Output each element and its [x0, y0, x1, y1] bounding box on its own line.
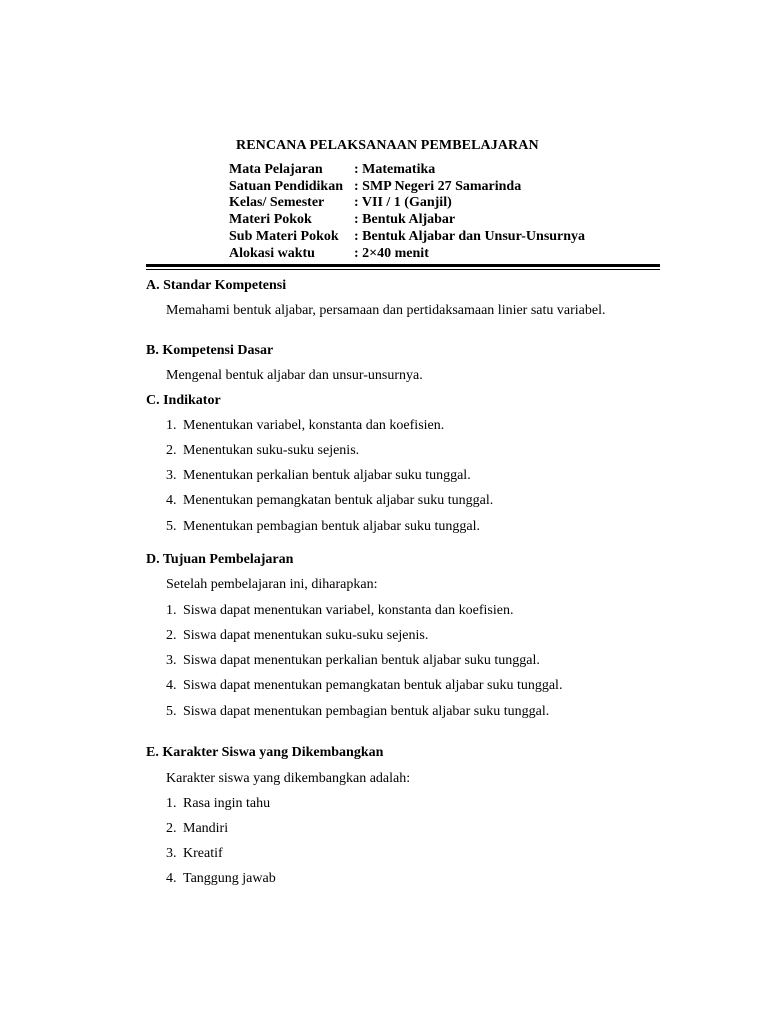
lesson-info-table: [229, 162, 585, 262]
list-item: [166, 468, 471, 484]
list-text: Siswa dapat menentukan variabel, konstanta dan koefisien.: [183, 603, 514, 618]
list-item: [166, 418, 444, 434]
list-text: Tanggung jawab: [183, 871, 276, 886]
section-intro-d: Setelah pembelajaran ini, diharapkan:: [166, 577, 378, 592]
info-label: Mata Pelajaran: [229, 162, 323, 177]
list-item: [166, 871, 276, 887]
section-text-b: Mengenal bentuk aljabar dan unsur-unsurnya.: [166, 368, 423, 383]
list-item: [166, 519, 480, 535]
list-number: 2.: [166, 628, 177, 643]
section-heading-d: D. Tujuan Pembelajaran: [146, 552, 294, 567]
list-item: [166, 821, 228, 837]
section-text-a: Memahami bentuk aljabar, persamaan dan pertidaksamaan linier satu variabel.: [166, 303, 606, 318]
info-label: Alokasi waktu: [229, 245, 315, 261]
list-item: [166, 846, 223, 862]
list-number: 3.: [166, 468, 177, 483]
list-number: 2.: [166, 443, 177, 458]
info-value: : SMP Negeri 27 Samarinda: [354, 178, 522, 194]
header-divider-thick: [146, 264, 660, 267]
info-value: : 2×40 menit: [354, 245, 429, 261]
list-item: [166, 603, 513, 619]
header-divider-thin: [146, 269, 660, 270]
info-row-topic: [229, 212, 585, 229]
info-value: : VII / 1 (Ganjil): [354, 195, 452, 211]
section-heading-e: E. Karakter Siswa yang Dikembangkan: [146, 745, 384, 760]
info-row-time: [229, 246, 585, 263]
section-heading-b: B. Kompetensi Dasar: [146, 343, 274, 358]
list-item: [166, 493, 493, 509]
info-label: Satuan Pendidikan: [229, 178, 343, 194]
list-number: 2.: [166, 821, 177, 836]
info-label: Kelas/ Semester: [229, 195, 325, 211]
list-item: [166, 653, 540, 669]
list-text: Siswa dapat menentukan suku-suku sejenis.: [183, 628, 429, 643]
list-item: [166, 704, 549, 720]
list-number: 5.: [166, 519, 177, 534]
section-heading-c: C. Indikator: [146, 393, 221, 408]
list-item: [166, 796, 270, 812]
list-number: 1.: [166, 418, 177, 433]
info-label: Sub Materi Pokok: [229, 228, 339, 244]
info-row-subject: [229, 162, 585, 179]
list-item: [166, 628, 428, 644]
info-value: : Bentuk Aljabar: [354, 212, 456, 228]
list-number: 1.: [166, 603, 177, 618]
list-number: 3.: [166, 846, 177, 861]
info-row-class-semester: [229, 195, 585, 212]
list-text: Menentukan perkalian bentuk aljabar suku tunggal.: [183, 468, 471, 483]
info-row-school: [229, 179, 585, 196]
list-text: Rasa ingin tahu: [183, 796, 271, 811]
list-item: [166, 443, 359, 459]
list-number: 4.: [166, 493, 177, 508]
list-text: Menentukan variabel, konstanta dan koefisien.: [183, 418, 445, 433]
list-text: Siswa dapat menentukan pemangkatan bentuk aljabar suku tunggal.: [183, 678, 563, 693]
list-item: [166, 678, 562, 694]
info-label: Materi Pokok: [229, 212, 312, 228]
list-text: Menentukan pembagian bentuk aljabar suku tunggal.: [183, 519, 481, 534]
info-row-subtopic: [229, 229, 585, 246]
list-text: Siswa dapat menentukan pembagian bentuk aljabar suku tunggal.: [183, 704, 550, 719]
list-number: 3.: [166, 653, 177, 668]
info-value: : Bentuk Aljabar dan Unsur-Unsurnya: [354, 228, 586, 244]
info-value: : Matematika: [354, 162, 436, 177]
list-number: 4.: [166, 871, 177, 886]
document-title: RENCANA PELAKSANAAN PEMBELAJARAN: [236, 138, 539, 153]
list-text: Menentukan pemangkatan bentuk aljabar suku tunggal.: [183, 493, 494, 508]
section-intro-e: Karakter siswa yang dikembangkan adalah:: [166, 771, 411, 786]
list-text: Mandiri: [183, 821, 229, 836]
list-text: Siswa dapat menentukan perkalian bentuk aljabar suku tunggal.: [183, 653, 540, 668]
list-number: 4.: [166, 678, 177, 693]
list-number: 1.: [166, 796, 177, 811]
list-text: Kreatif: [183, 846, 223, 861]
list-text: Menentukan suku-suku sejenis.: [183, 443, 360, 458]
section-heading-a: A. Standar Kompetensi: [146, 278, 287, 293]
list-number: 5.: [166, 704, 177, 719]
